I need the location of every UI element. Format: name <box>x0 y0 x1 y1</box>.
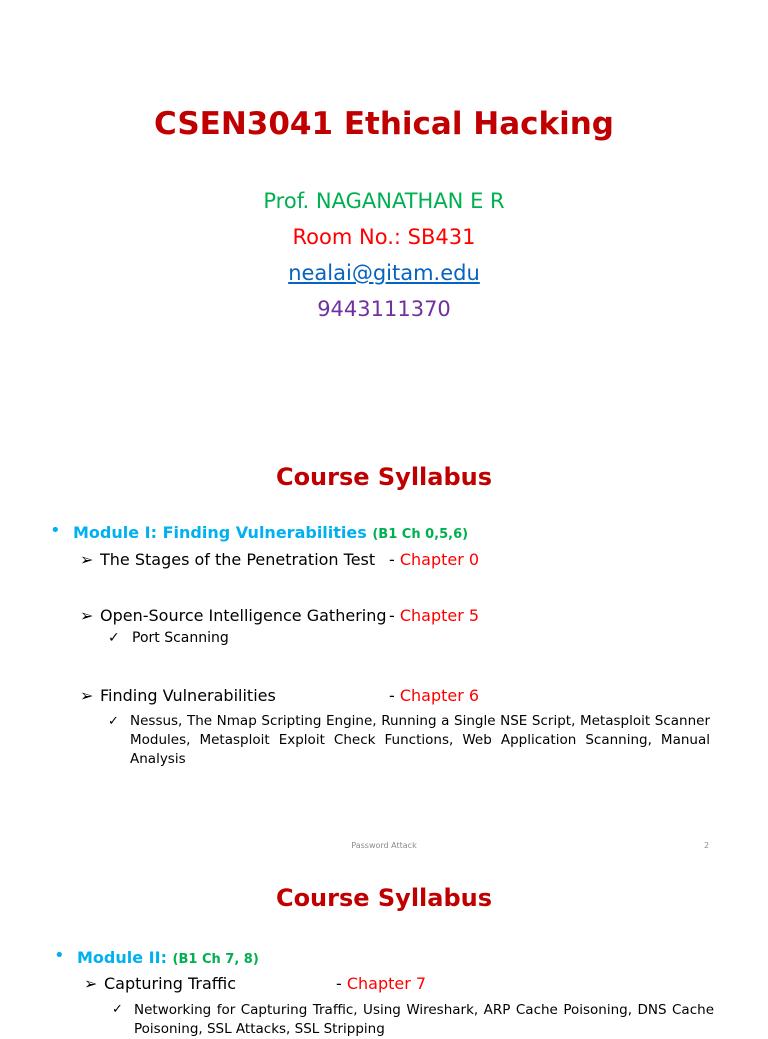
bullet-icon: • <box>54 945 65 966</box>
topic-chapter: - Chapter 6 <box>389 686 480 705</box>
chapter-ref: Chapter 0 <box>399 550 480 569</box>
email-link[interactable]: nealai@gitam.edu <box>288 261 480 285</box>
topic-label: Finding Vulnerabilities <box>100 686 276 705</box>
chapter-ref: Chapter 6 <box>399 686 480 705</box>
check-icon-wrap <box>112 998 136 1017</box>
module-heading <box>73 523 468 542</box>
topic-item <box>80 686 276 705</box>
arrow-icon: ➢ <box>80 606 94 625</box>
chapter-ref: Chapter 7 <box>346 974 427 993</box>
subtopic-paragraph: Nessus, The Nmap Scripting Engine, Running a Single NSE Script, Metasploit Scanner Modules, Metasploit Exploit Check Functions, Web Application Scanning, Manual Analysis <box>130 713 710 767</box>
check-icon: ✓ <box>112 1002 123 1017</box>
check-icon: ✓ <box>108 630 120 646</box>
syllabus-title: Course Syllabus <box>275 884 493 912</box>
professor-name: Prof. NAGANATHAN E R <box>263 189 505 213</box>
arrow-icon: ➢ <box>80 686 94 705</box>
module-label: Module I: Finding Vulnerabilities <box>73 523 367 542</box>
check-icon: ✓ <box>108 714 119 729</box>
arrow-icon: ➢ <box>84 974 98 993</box>
phone-number: 9443111370 <box>317 297 451 321</box>
topic-item <box>84 974 236 993</box>
topic-chapter: - Chapter 5 <box>389 606 480 625</box>
check-icon-wrap <box>108 710 132 729</box>
module-ref: (B1 Ch 0,5,6) <box>372 527 469 542</box>
room-number: Room No.: SB431 <box>292 225 476 249</box>
bullet-icon: • <box>50 520 61 541</box>
module-bullet <box>50 520 61 541</box>
topic-label: Capturing Traffic <box>104 974 237 993</box>
topic-item <box>80 606 387 625</box>
topic-label: Open-Source Intelligence Gathering <box>100 606 387 625</box>
chapter-ref: Chapter 5 <box>399 606 480 625</box>
subtopic-item <box>108 630 229 646</box>
module-ref: (B1 Ch 7, 8) <box>172 952 259 967</box>
subtopic-paragraph: Networking for Capturing Traffic, Using Wireshark, ARP Cache Poisoning, DNS Cache Poisoning, SSL Attacks, SSL Stripping <box>134 1002 714 1037</box>
topic-chapter: - Chapter 7 <box>336 974 427 993</box>
slide-title: CSEN3041 Ethical Hacking <box>154 106 614 142</box>
syllabus-title: Course Syllabus <box>275 463 493 491</box>
topic-label: The Stages of the Penetration Test <box>100 550 376 569</box>
module-heading <box>77 948 259 967</box>
module-bullet <box>54 945 65 966</box>
module-label: Module II: <box>77 948 167 967</box>
page-number: 2 <box>704 841 710 850</box>
topic-chapter: - Chapter 0 <box>389 550 480 569</box>
subtopic-label: Port Scanning <box>132 630 229 646</box>
footer-title: Password Attack <box>351 841 417 850</box>
arrow-icon: ➢ <box>80 550 94 569</box>
topic-item <box>80 550 375 569</box>
